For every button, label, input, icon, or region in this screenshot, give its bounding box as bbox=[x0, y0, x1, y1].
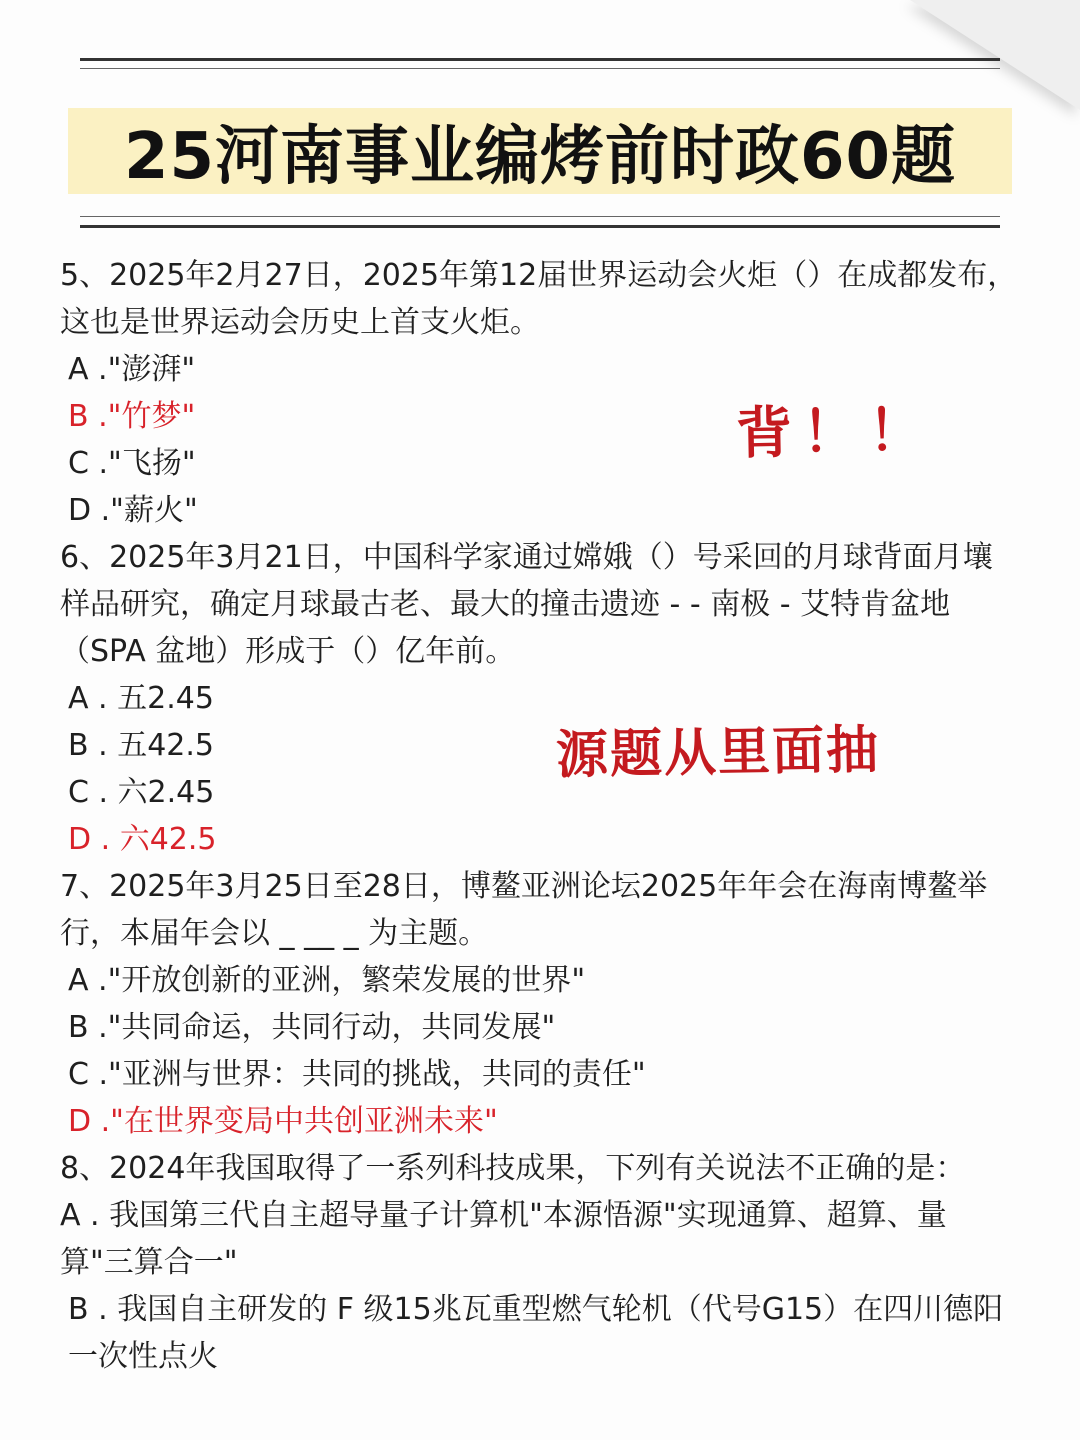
question-stem: 6、2025年3月21日，中国科学家通过嫦娥（）号采回的月球背面月壤样品研究，确定月球最古老、最大的撞击遗迹 - - 南极 - 艾特肯盆地（SPA 盆地）形成于（）亿年前。 bbox=[60, 540, 993, 669]
bottom-rule-thin bbox=[80, 216, 1000, 217]
question-stem: 7、2025年3月25日至28日，博鳌亚洲论坛2025年年会在海南博鳌举行，本届年会以 _ __ _ 为主题。 bbox=[60, 869, 988, 951]
option-c: C ."飞扬" bbox=[68, 446, 196, 481]
handwritten-note-memorize: 背！！ bbox=[735, 398, 935, 467]
option-c: C . 六2.45 bbox=[68, 775, 215, 810]
question-7 bbox=[60, 863, 1020, 1145]
bottom-rule-thick bbox=[80, 225, 1000, 228]
question-stem: 8、2024年我国取得了一系列科技成果，下列有关说法不正确的是： bbox=[60, 1151, 966, 1186]
option-a: A ."开放创新的亚洲，繁荣发展的世界" bbox=[68, 963, 586, 998]
question-stem: 5、2025年2月27日，2025年第12届世界运动会火炬（）在成都发布，这也是世界运动会历史上首支火炬。 bbox=[60, 258, 1018, 340]
title-banner bbox=[68, 108, 1012, 194]
option-d: D ."薪火" bbox=[68, 493, 198, 528]
option-b-correct: B ."竹梦" bbox=[68, 399, 196, 434]
option-b: B ."共同命运，共同行动，共同发展" bbox=[68, 1010, 556, 1045]
option-d-correct: D ."在世界变局中共创亚洲未来" bbox=[68, 1104, 498, 1139]
option-c: C ."亚洲与世界：共同的挑战，共同的责任" bbox=[68, 1057, 646, 1092]
option-b: B . 我国自主研发的 F 级15兆瓦重型燃气轮机（代号G15）在四川德阳一次性点火 bbox=[68, 1292, 1004, 1374]
option-a: A . 我国第三代自主超导量子计算机"本源悟源"实现通算、超算、量算"三算合一" bbox=[60, 1198, 947, 1280]
option-b: B . 五42.5 bbox=[68, 728, 214, 763]
page-title: 25河南事业编烤前时政60题 bbox=[123, 120, 957, 194]
page-curl-decoration bbox=[910, 0, 1080, 110]
handwritten-note-source: 源题从里面抽 bbox=[555, 720, 881, 786]
option-a: A ."澎湃" bbox=[68, 352, 196, 387]
option-d-correct: D . 六42.5 bbox=[68, 822, 217, 857]
question-6 bbox=[60, 534, 1020, 863]
question-8 bbox=[60, 1145, 1020, 1380]
top-rule-thin bbox=[80, 68, 1000, 69]
option-a: A . 五2.45 bbox=[68, 681, 214, 716]
top-rule-thick bbox=[80, 58, 1000, 61]
